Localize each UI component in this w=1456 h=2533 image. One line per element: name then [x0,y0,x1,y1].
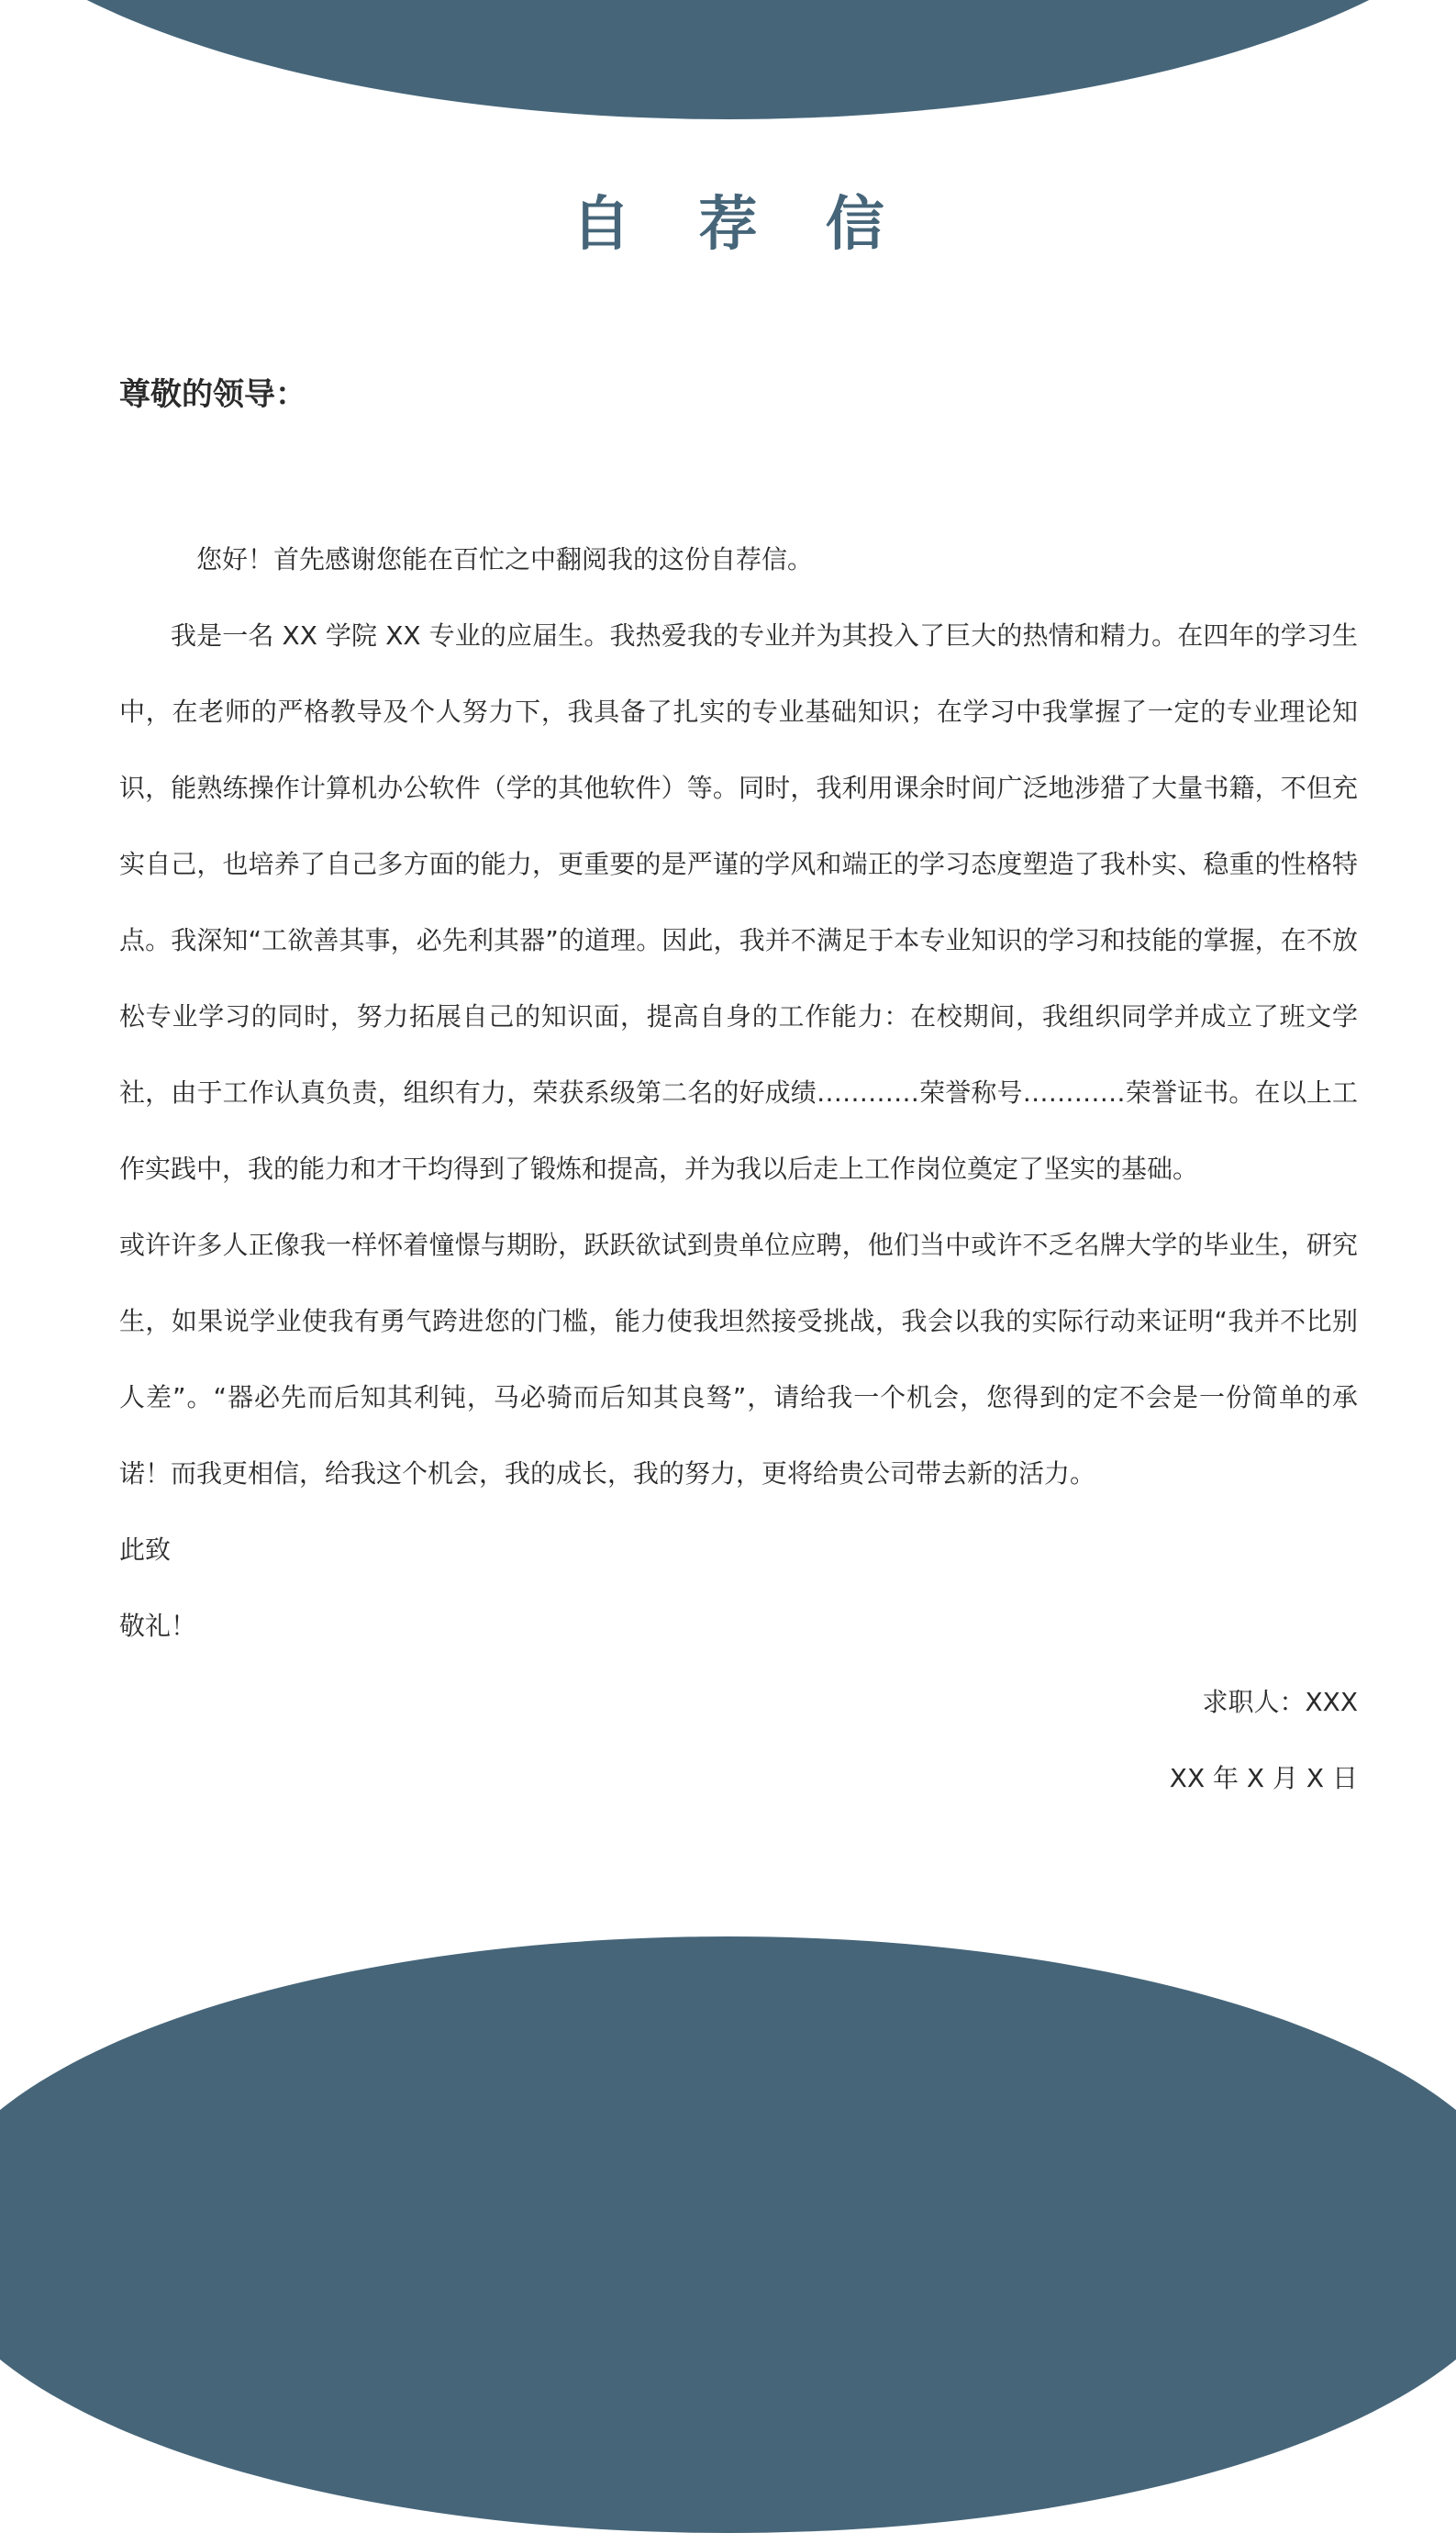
letter-body [119,521,1358,1816]
top-decorative-arc [0,0,1456,119]
letter-title: 自 荐 信 [572,191,908,259]
sign-off-line-2: 敬礼！ [119,1611,197,1641]
intro-paragraph: 我是一名 XX 学院 XX 专业的应届生。我热爱我的专业并为其投入了巨大的热情和精力。在四年的学习生中，在老师的严格教导及个人努力下，我具备了扎实的专业基础知识；在学习中我掌握了一定的专业理论知识，能熟练操作计算机办公软件（学的其他软件）等。同时，我利用课余时间广泛地涉猎了大量书籍，不但充实自己，也培养了自己多方面的能力，更重要的是严谨的学风和端正的学习态度塑造了我朴实、稳重的性格特点。我深知“工欲善其事，必先利其器”的道理。因此，我并不满足于本专业知识的学习和技能的掌握，在不放松专业学习的同时，努力拓展自己的知识面，提高自身的工作能力：在校期间，我组织同学并成立了班文学社，由于工作认真负责，组织有力，荣获系级第二名的好成绩…………荣誉称号…………荣誉证书。在以上工作实践中，我的能力和才干均得到了锻炼和提高，并为我以后走上工作岗位奠定了坚实的基础。 [119,620,1358,1184]
salutation: 尊敬的领导： [119,376,306,413]
closing-paragraph: 或许许多人正像我一样怀着憧憬与期盼，跃跃欲试到贵单位应聘，他们当中或许不乏名牌大学的毕业生，研究生，如果说学业使我有勇气跨进您的门槛，能力使我坦然接受挑战，我会以我的实际行动来证明“我并不比别人差”。“器必先而后知其利钝，马必骑而后知其良驽”，请给我一个机会，您得到的定不会是一份简单的承诺！而我更相信，给我这个机会，我的成长，我的努力，更将给贵公司带去新的活力。 [119,1230,1358,1489]
greeting-paragraph: 您好！首先感谢您能在百忙之中翻阅我的这份自荐信。 [196,544,814,575]
letter-date: XX 年 X 月 X 日 [1169,1763,1358,1793]
applicant-signature: 求职人：XXX [1202,1687,1358,1717]
bottom-decorative-arc [0,1936,1456,2533]
sign-off-line-1: 此致 [119,1534,172,1565]
